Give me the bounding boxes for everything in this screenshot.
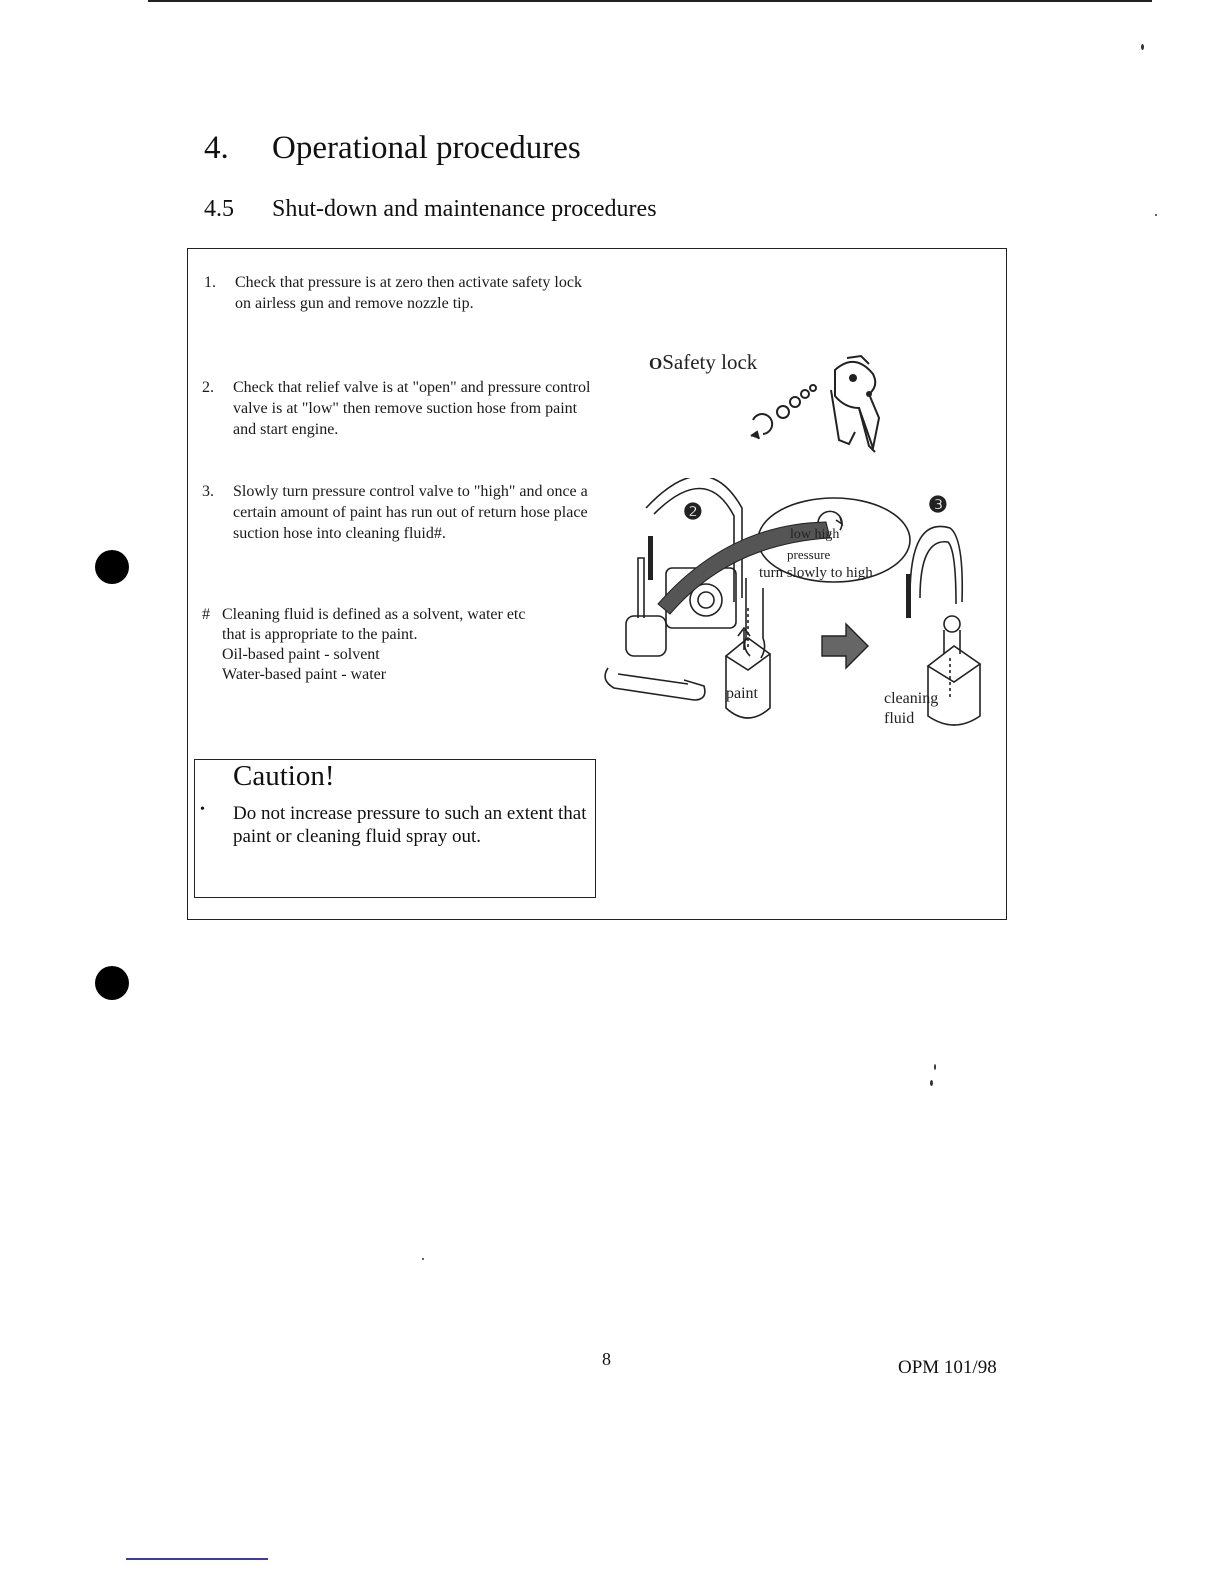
cleaning-label: cleaning bbox=[884, 690, 939, 707]
note-marker: # bbox=[202, 606, 210, 623]
bottom-rule bbox=[126, 1558, 268, 1560]
paint-label: paint bbox=[726, 685, 758, 702]
note-line: Oil-based paint - solvent bbox=[222, 646, 380, 663]
step-text: Check that pressure is at zero then activate safety lock on airless gun and remove nozzle tip. bbox=[235, 274, 582, 312]
scan-speck bbox=[422, 1258, 424, 1260]
page-number: 8 bbox=[602, 1349, 611, 1369]
subsection-number: 4.5 bbox=[204, 196, 234, 222]
step-number: 2. bbox=[202, 379, 214, 396]
safety-lock-text: Safety lock bbox=[662, 350, 758, 374]
cleaning-fluid-note bbox=[202, 605, 602, 685]
section-title: Operational procedures bbox=[272, 130, 581, 166]
safety-lock-marker: O bbox=[649, 354, 663, 373]
section-number: 4. bbox=[204, 130, 229, 166]
turn-slowly-label: turn slowly to high bbox=[759, 565, 873, 581]
note-line: that is appropriate to the paint. bbox=[222, 626, 418, 643]
step-number: 3. bbox=[202, 483, 214, 500]
top-rule bbox=[148, 0, 1152, 2]
step-1 bbox=[204, 272, 594, 314]
section-heading bbox=[204, 130, 581, 167]
step-text: Check that relief valve is at "open" and pressure control valve is at "low" then remove suction hose from paint and start engine. bbox=[233, 379, 591, 438]
low-high-label: low high bbox=[790, 527, 840, 542]
step-3 bbox=[202, 481, 600, 544]
document-code: OPM 101/98 bbox=[898, 1357, 997, 1378]
step-text: Slowly turn pressure control valve to "high" and once a certain amount of paint has run out of return hose place suction hose into cleaning fluid#. bbox=[233, 483, 588, 542]
note-line: Cleaning fluid is defined as a solvent, water etc bbox=[222, 606, 526, 623]
step-2 bbox=[202, 377, 600, 440]
scan-speck bbox=[930, 1080, 933, 1086]
caution-text: Do not increase pressure to such an extent that paint or cleaning fluid spray out. bbox=[233, 803, 587, 847]
spray-gun-illustration bbox=[735, 350, 895, 460]
binder-hole-upper bbox=[95, 550, 129, 584]
caution-bullet: • bbox=[200, 802, 205, 817]
scan-speck bbox=[1141, 44, 1144, 50]
binder-hole-lower bbox=[95, 966, 129, 1000]
scan-speck bbox=[1155, 214, 1157, 216]
caution-title: Caution! bbox=[233, 760, 335, 792]
subsection-heading bbox=[204, 196, 657, 223]
fluid-label: fluid bbox=[884, 710, 915, 727]
marker-3: ❸ bbox=[928, 492, 948, 517]
scan-speck bbox=[934, 1064, 936, 1070]
subsection-title: Shut-down and maintenance procedures bbox=[272, 196, 657, 222]
step-number: 1. bbox=[204, 274, 216, 291]
pressure-label: pressure bbox=[787, 547, 831, 562]
note-line: Water-based paint - water bbox=[222, 666, 387, 683]
marker-2: ❷ bbox=[683, 499, 703, 524]
caution-box bbox=[194, 759, 596, 898]
